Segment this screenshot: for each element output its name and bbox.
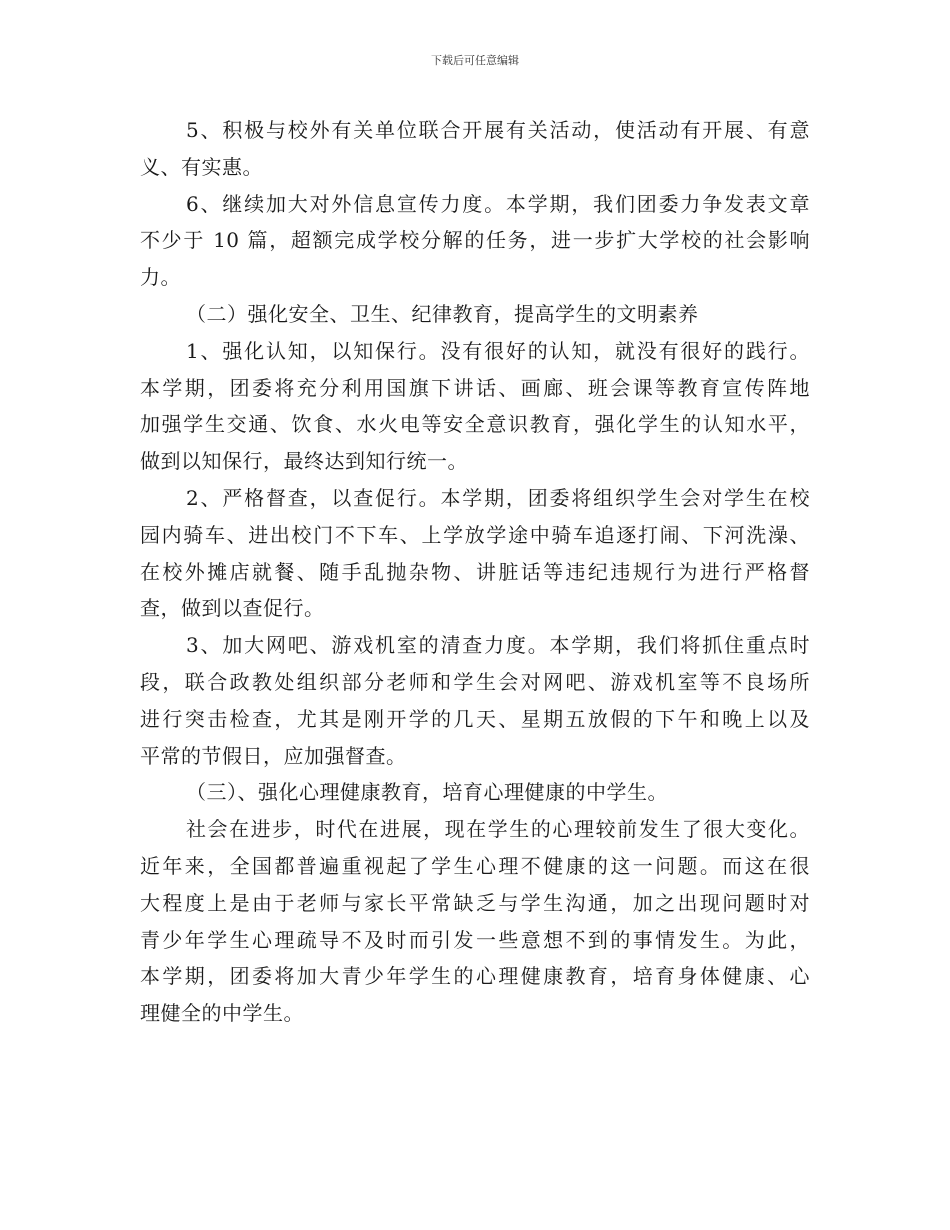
paragraph-line: 查，做到以查促行。: [140, 596, 325, 621]
paragraph-line: 1、强化认知，以知保行。没有很好的认知，就没有很好的践行。: [186, 338, 810, 363]
document-body: [140, 112, 810, 1032]
paragraph-line: 3、加大网吧、游戏机室的清查力度。本学期，我们将抓住重点时: [186, 633, 810, 658]
paragraph-line: 力。: [140, 265, 181, 290]
paragraph-line: 平常的节假日，应加强督查。: [140, 743, 407, 768]
section-heading: （三）、强化心理健康教育，培育心理健康的中学生。: [186, 780, 668, 805]
paragraph-line: 社会在进步，时代在进展，现在学生的心理较前发生了很大变化。: [186, 817, 810, 842]
paragraph-line: 2、严格督查，以查促行。本学期，团委将组织学生会对学生在校: [186, 485, 810, 510]
paragraph-line: 大程度上是由于老师与家长平常缺乏与学生沟通，加之出现问题时对: [140, 890, 810, 915]
paragraph-line: 义、有实惠。: [140, 154, 263, 179]
paragraph-line: 进行突击检查，尤其是刚开学的几天、星期五放假的下午和晚上以及: [140, 706, 810, 731]
paragraph-line: 段，联合政教处组织部分老师和学生会对网吧、游戏机室等不良场所: [140, 669, 810, 694]
paragraph-line: 6、继续加大对外信息宣传力度。本学期，我们团委力争发表文章: [186, 191, 810, 216]
paragraph-line: 在校外摊店就餐、随手乱抛杂物、讲脏话等违纪违规行为进行严格督: [140, 559, 810, 584]
paragraph-line: 近年来，全国都普遍重视起了学生心理不健康的这一问题。而这在很: [140, 853, 810, 878]
section-heading: （二）强化安全、卫生、纪律教育，提高学生的文明素养: [186, 301, 699, 326]
paragraph-line: 做到以知保行，最终达到知行统一。: [140, 449, 468, 474]
page-header: 下载后可任意编辑: [431, 54, 519, 67]
paragraph-line: 本学期，团委将充分利用国旗下讲话、画廊、班会课等教育宣传阵地: [140, 375, 810, 400]
paragraph-line: 加强学生交通、饮食、水火电等安全意识教育，强化学生的认知水平，: [140, 412, 810, 437]
paragraph-line: 本学期，团委将加大青少年学生的心理健康教育，培育身体健康、心: [140, 964, 810, 989]
paragraph-line: 不少于 10 篇，超额完成学校分解的任务，进一步扩大学校的社会影响: [140, 228, 810, 253]
paragraph-line: 理健全的中学生。: [140, 1001, 304, 1026]
paragraph-line: 5、积极与校外有关单位联合开展有关活动，使活动有开展、有意: [186, 118, 810, 142]
paragraph-line: 青少年学生心理疏导不及时而引发一些意想不到的事情发生。为此，: [140, 927, 810, 952]
paragraph-line: 园内骑车、进出校门不下车、上学放学途中骑车追逐打闹、下河洗澡、: [140, 522, 810, 547]
